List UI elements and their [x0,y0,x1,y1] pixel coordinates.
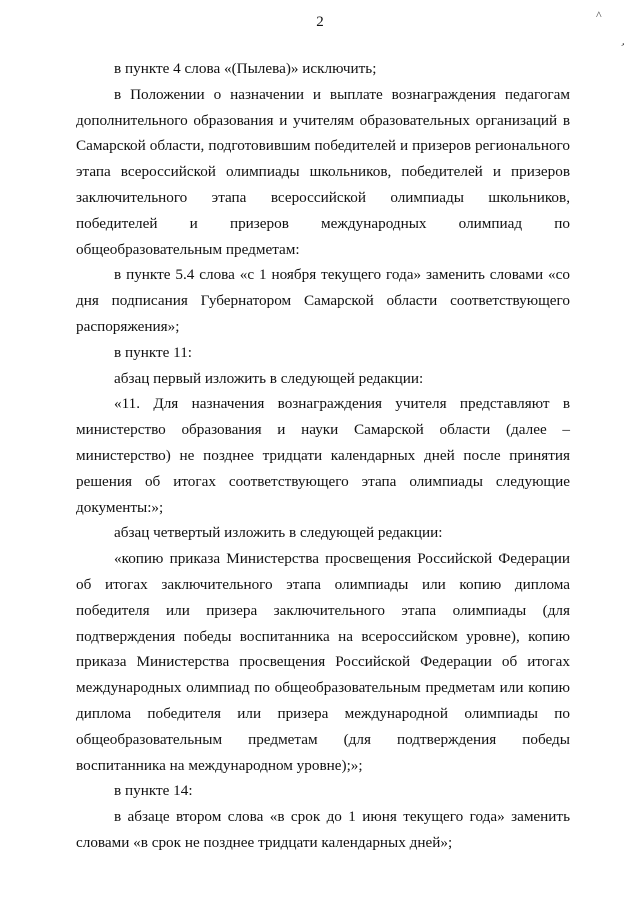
paragraph-item-4-exclusion: в пункте 4 слова «(Пылева)» исключить; [114,60,377,77]
paragraph-regulation-title: в Положении о назначении и выплате вознаграждения педагогам дополнительного образования и учителям образовательных организаций в Самарской области, подготовившим победителей и призеров регионального этапа всероссийской олимпиады школьников, победителей и призеров заключительного этапа всероссийской олимпиады школьников, победителей и призеров международных олимпиад по общеобразовательным предметам: [76,85,570,258]
paragraph-item-14: в пункте 14: [114,782,193,800]
paragraph-documents-list: «копию приказа Министерства просвещения Российской Федерации об итогах заключительного этапа олимпиады или копию диплома победителя или призера заключительного этапа олимпиады (для подтверждения победы воспитанника на всероссийском уровне), копию приказа Министерства просвещения Российской Федерации об итогах международных олимпиад по общеобразовательным предметам или копию диплома победителя или призера международной олимпиады по общеобразовательным предметам (для подтверждения победы воспитанника на международном уровне);»; [76,550,570,774]
page-number: 2 [316,14,324,30]
document-body [76,56,570,856]
paragraph-item-5-4: в пункте 5.4 слова «с 1 ноября текущего года» заменить словами «со дня подписания Губернатором Самарской области соответствующего распоряжения»; [76,266,570,335]
paragraph-item-11: в пункте 11: [114,343,193,361]
paragraph-first-abzac: абзац первый изложить в следующей редакции: [114,369,424,387]
paragraph-fourth-abzac: абзац четвертый изложить в следующей редакции: [114,524,443,542]
paragraph-second-abzac: в абзаце втором слова «в срок до 1 июня текущего года» заменить словами «в срок не позднее тридцати календарных дней»; [76,808,570,851]
caret-mark: ^ [596,8,602,22]
tick-mark: ‚ [619,34,631,48]
paragraph-item-11-text: «11. Для назначения вознаграждения учителя представляют в министерство образования и науки Самарской области (далее – министерство) не позднее тридцати календарных дней после принятия решения об итогах соответствующего этапа олимпиады следующие документы:»; [76,395,570,516]
